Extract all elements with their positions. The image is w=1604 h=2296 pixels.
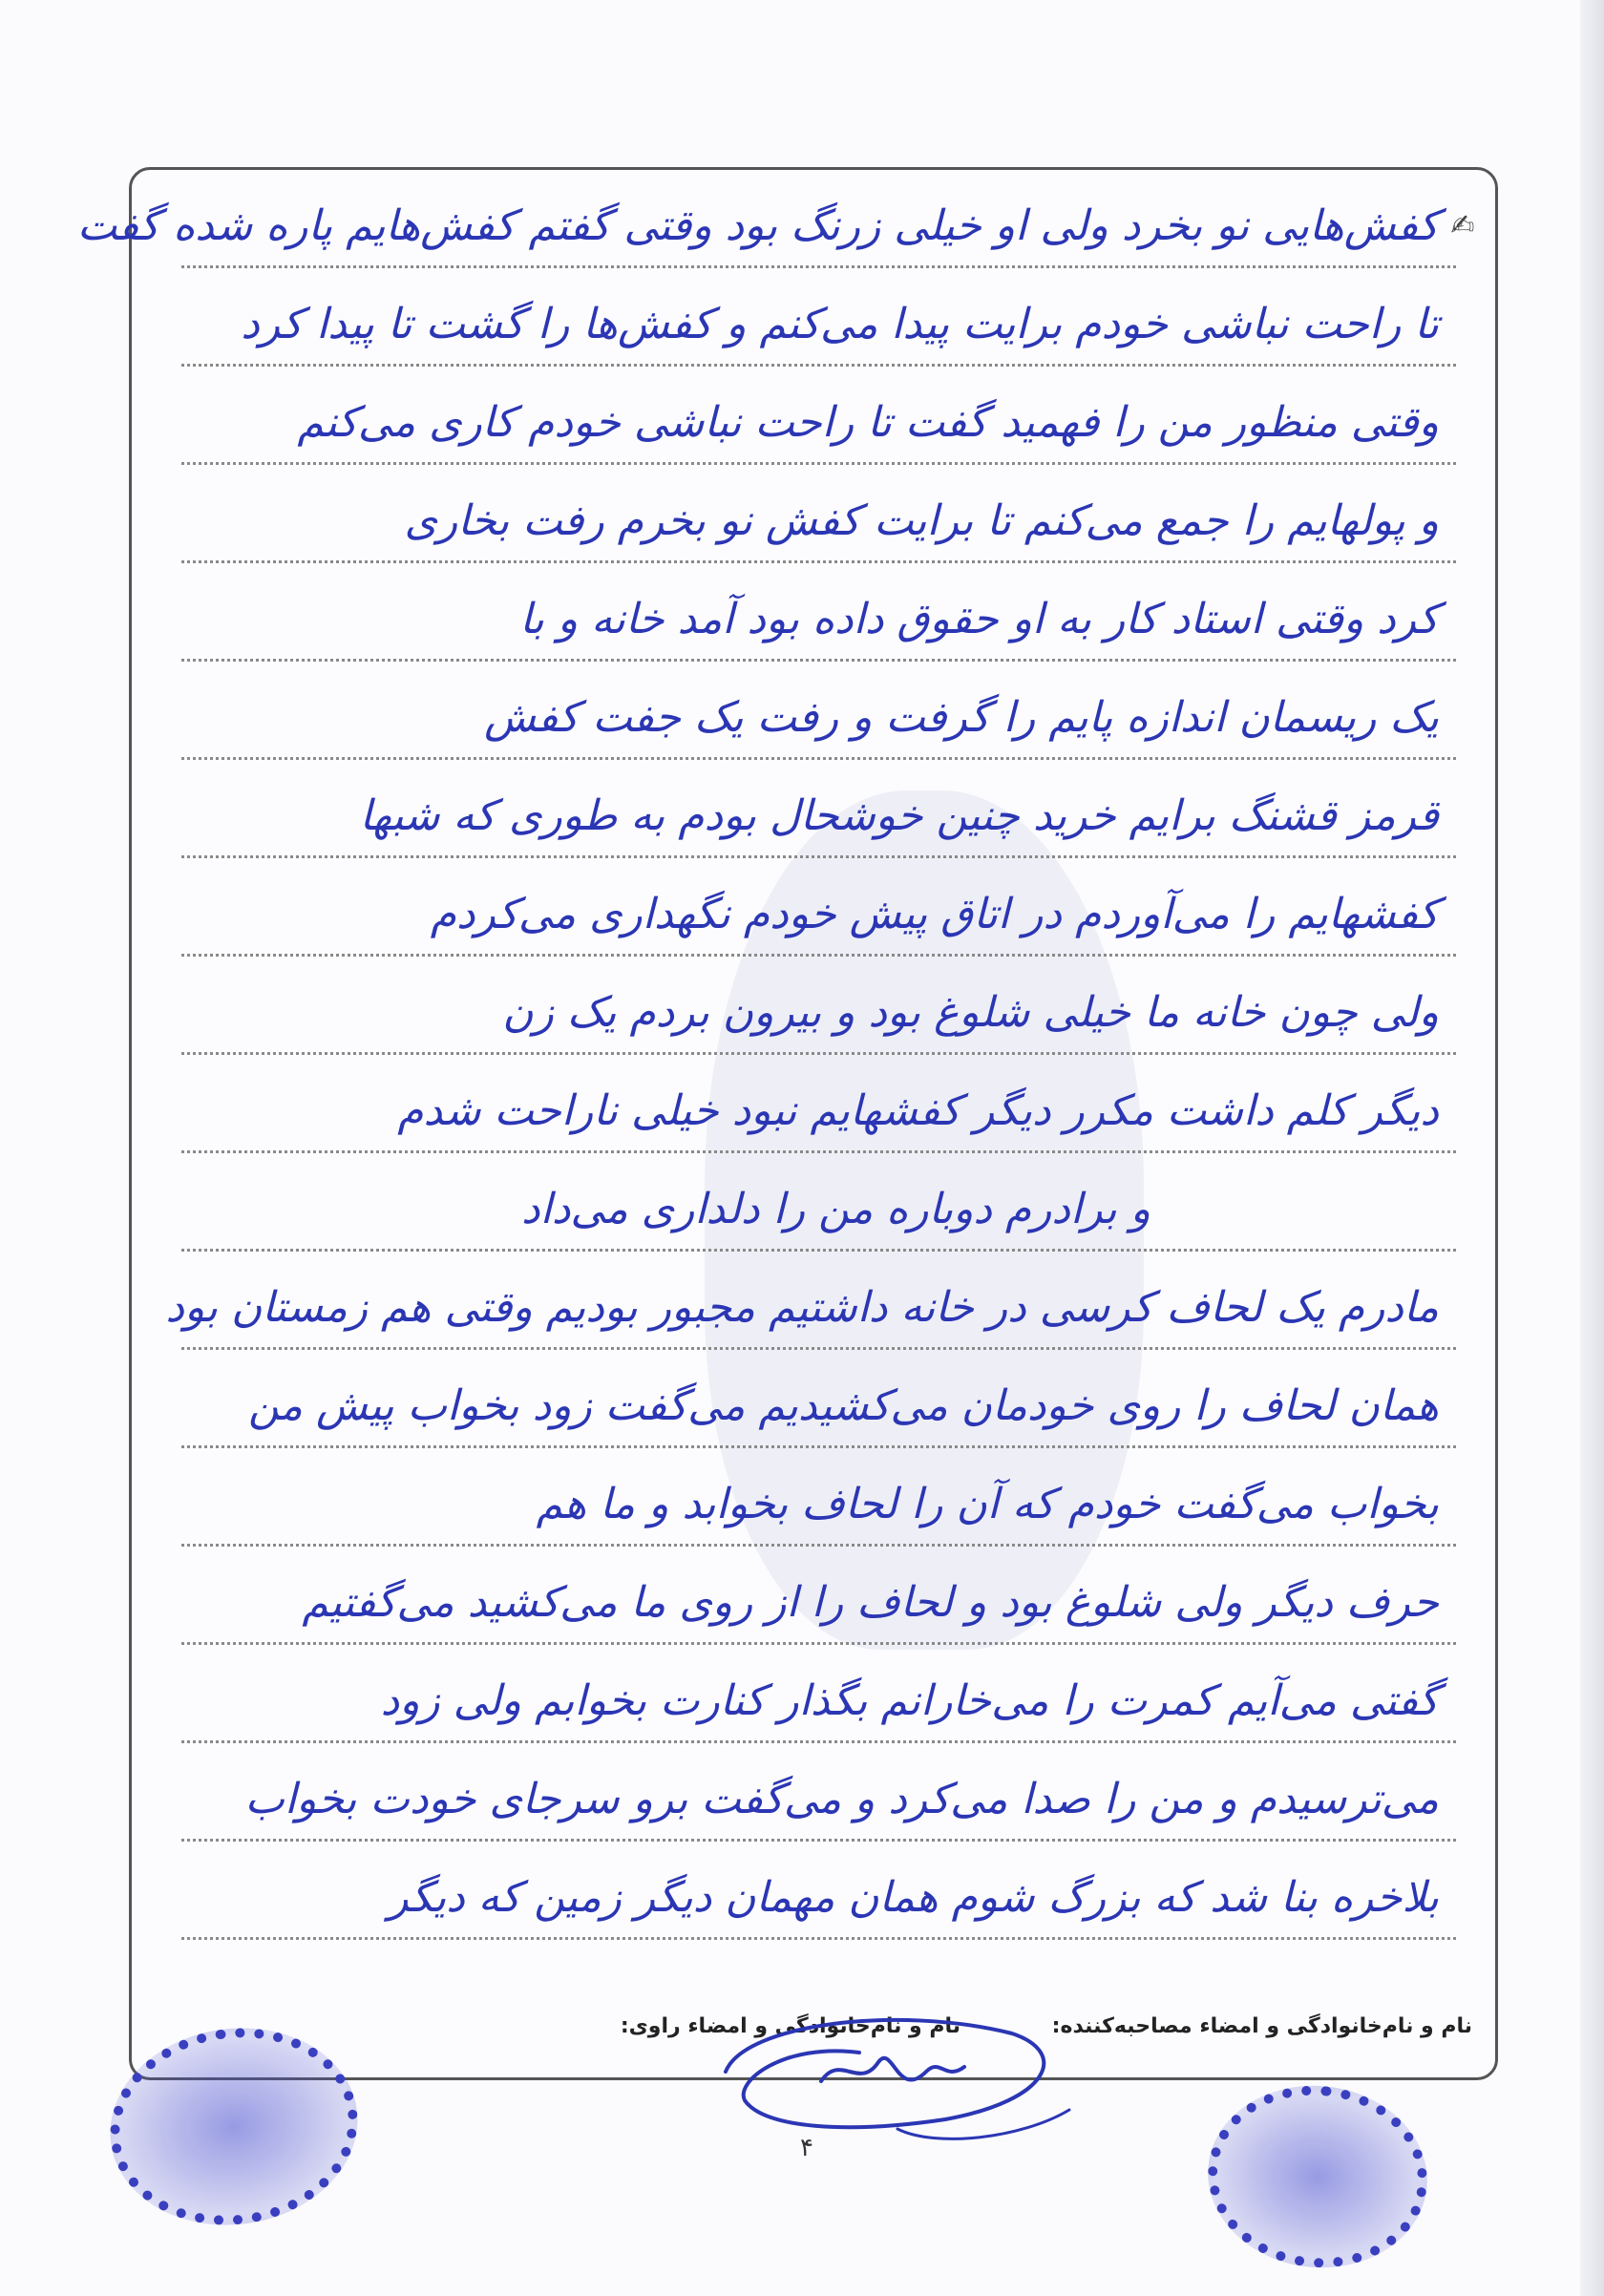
ruled-line	[181, 693, 1456, 760]
handwritten-line: گفتی می‌آیم کمرت را می‌خارانم بگذار کنارت بخوابم ولی زود	[380, 1676, 1439, 1725]
handwritten-line: بلاخره بنا شد که بزرگ شوم همان مهمان دیگر زمین که دیگر	[388, 1873, 1439, 1922]
handwritten-line: کفشهایم را می‌آوردم در اتاق پیش خودم نگهداری می‌کردم	[430, 890, 1439, 938]
ruled-line	[181, 1086, 1456, 1153]
ruled-line	[181, 1480, 1456, 1547]
page-number: ۴	[800, 2134, 813, 2162]
handwritten-line: حرف دیگر ولی شلوغ بود و لحاف را از روی ما می‌کشید می‌گفتیم	[302, 1578, 1439, 1627]
handwritten-signature	[707, 1986, 1088, 2148]
handwritten-line: و برادرم دوباره من را دلداری می‌داد	[521, 1185, 1150, 1233]
ruled-line	[181, 1578, 1456, 1645]
ruled-line	[181, 1381, 1456, 1448]
ruled-line	[181, 1185, 1456, 1252]
handwritten-text-area	[76, 170, 1456, 2077]
ruled-line	[181, 595, 1456, 662]
handwritten-line: همان لحاف را روی خودمان می‌کشیدیم می‌گفت زود بخواب پیش من	[247, 1381, 1439, 1430]
handwritten-line: بخواب می‌گفت خودم که آن را لحاف بخوابد و ما هم	[536, 1480, 1439, 1528]
ruled-line	[181, 1873, 1456, 1940]
handwritten-line: دیگر کلم داشت مکرر دیگر کفشهایم نبود خیلی ناراحت شدم	[397, 1086, 1439, 1135]
handwritten-line: ولی چون خانه ما خیلی شلوغ بود و بیرون بردم یک زن	[502, 988, 1439, 1037]
handwritten-line: کفش‌هایی نو بخرد ولی او خیلی زرنگ بود وقتی گفتم کفش‌هایم پاره شده گفت	[76, 201, 1439, 250]
handwritten-line: مادرم یک لحاف کرسی در خانه داشتیم مجبور بودیم وقتی هم زمستان بود	[165, 1283, 1439, 1332]
interviewer-signature-label: نام و نام‌خانوادگی و امضاء مصاحبه‌کننده:	[1051, 2014, 1472, 2038]
handwritten-line: قرمز قشنگ برایم خرید چنین خوشحال بودم به طوری که شبها	[359, 791, 1439, 840]
ruled-page-frame	[76, 167, 1498, 2080]
ruled-line	[181, 398, 1456, 465]
ruled-line	[165, 1283, 1456, 1350]
handwritten-line: و پولهایم را جمع می‌کنم تا برایت کفش نو بخرم رفت بخاری	[404, 496, 1439, 545]
ruled-line	[181, 496, 1456, 563]
handwritten-line: تا راحت نباشی خودم برایت پیدا می‌کنم و کفش‌ها را گشت تا پیدا کرد	[241, 300, 1439, 348]
note-pen-icon: ✍	[1450, 209, 1475, 242]
ruled-line	[181, 1775, 1456, 1842]
ruled-line	[181, 1676, 1456, 1743]
ruled-line	[181, 890, 1456, 957]
handwritten-line: کرد وقتی استاد کار به او حقوق داده بود آمد خانه و با	[519, 595, 1439, 643]
narrator-signature-label: نام و نام‌خانوادگی و امضاء راوی:	[620, 2014, 960, 2038]
ruled-line	[76, 201, 1456, 268]
ruled-line	[181, 300, 1456, 367]
page-edge	[1580, 0, 1604, 2296]
ruled-line	[181, 791, 1456, 858]
handwritten-line: می‌ترسیدم و من را صدا می‌کرد و می‌گفت برو سرجای خودت بخواب	[244, 1775, 1439, 1823]
handwritten-line: یک ریسمان اندازه پایم را گرفت و رفت یک جفت کفش	[484, 693, 1439, 742]
ruled-line	[181, 988, 1456, 1055]
handwritten-line: وقتی منظور من را فهمید گفت تا راحت نباشی خودم کاری می‌کنم	[297, 398, 1439, 447]
ink-stamp-right	[1199, 2075, 1437, 2278]
